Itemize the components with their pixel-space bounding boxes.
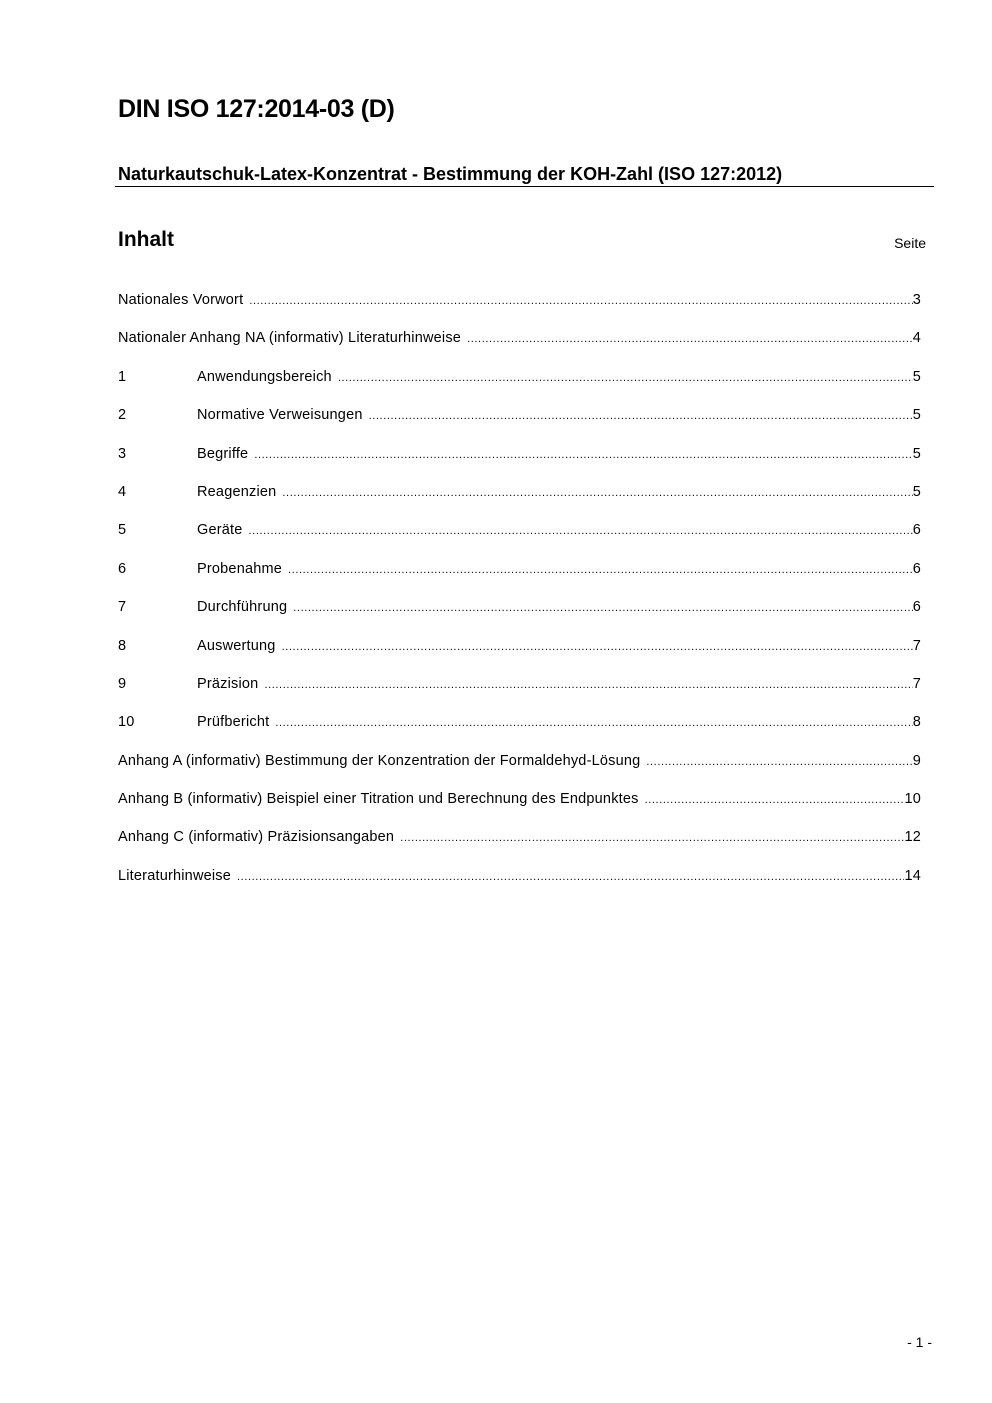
toc-entry-page: 7 [912, 675, 921, 692]
toc-dot-leader [400, 832, 904, 844]
toc-dot-leader [237, 871, 904, 883]
toc-entry-title: Anhang A (informativ) Bestimmung der Konzentration der Formaldehyd-Lösung [118, 752, 641, 769]
toc-dot-leader [264, 679, 912, 691]
toc-page-column-label: Seite [894, 235, 926, 251]
toc-entry-section-2[interactable] [118, 407, 921, 445]
toc-entry-title: Präzision [197, 675, 259, 692]
toc-entry-title: Reagenzien [197, 483, 277, 500]
toc-entry-page: 9 [912, 752, 921, 769]
toc-entry-page: 3 [912, 292, 921, 308]
toc-dot-leader [249, 295, 912, 307]
table-of-contents [118, 292, 921, 906]
document-title: Naturkautschuk-Latex-Konzentrat - Bestimmung der KOH-Zahl (ISO 127:2012) [118, 164, 783, 184]
toc-entry-number: 4 [118, 483, 127, 500]
toc-entry-page: 7 [912, 637, 921, 654]
toc-entry-page: 14 [904, 867, 921, 884]
toc-entry-title: Normative Verweisungen [197, 407, 363, 424]
toc-entry-literaturhinweise[interactable] [118, 868, 921, 906]
toc-entry-section-5[interactable] [118, 522, 921, 560]
toc-dot-leader [293, 602, 912, 614]
toc-dot-leader [467, 333, 913, 345]
toc-dot-leader [282, 641, 913, 653]
toc-entry-title: Probenahme [197, 560, 283, 577]
toc-entry-title: Nationales Vorwort [118, 292, 244, 308]
toc-entry-page: 5 [912, 445, 921, 462]
document-id: DIN ISO 127:2014-03 (D) [118, 95, 395, 123]
toc-entry-page: 5 [912, 368, 921, 385]
toc-entry-title: Prüfbericht [197, 714, 270, 731]
toc-entry-number: 8 [118, 637, 127, 654]
toc-entry-page: 10 [904, 791, 921, 808]
toc-entry-number: 5 [118, 522, 127, 539]
toc-entry-section-10[interactable] [118, 714, 921, 752]
toc-entry-section-3[interactable] [118, 446, 921, 484]
toc-entry-section-1[interactable] [118, 369, 921, 407]
toc-entry-section-4[interactable] [118, 484, 921, 522]
toc-dot-leader [288, 564, 913, 576]
toc-entry-page: 6 [912, 522, 921, 539]
toc-entry-section-9[interactable] [118, 676, 921, 714]
toc-dot-leader [275, 717, 912, 729]
toc-entry-title: Literaturhinweise [118, 867, 232, 884]
toc-entry-anhang-a[interactable] [118, 753, 921, 791]
toc-dot-leader [282, 487, 912, 499]
toc-entry-nationales-vorwort[interactable] [118, 292, 921, 330]
page-number: - 1 - [907, 1334, 932, 1350]
toc-dot-leader [254, 449, 912, 461]
toc-heading: Inhalt [118, 228, 174, 251]
toc-entry-page: 12 [904, 829, 921, 846]
toc-entry-title: Auswertung [197, 637, 276, 654]
toc-entry-number: 6 [118, 560, 127, 577]
toc-dot-leader [338, 372, 913, 384]
toc-entry-title: Durchführung [197, 599, 288, 616]
toc-dot-leader [249, 525, 913, 537]
toc-entry-section-7[interactable] [118, 599, 921, 637]
toc-entry-page: 6 [912, 560, 921, 577]
toc-entry-title: Anwendungsbereich [197, 368, 332, 385]
toc-entry-number: 3 [118, 445, 127, 462]
toc-entry-title: Begriffe [197, 445, 249, 462]
toc-entry-title: Nationaler Anhang NA (informativ) Literaturhinweise [118, 330, 462, 347]
toc-entry-nationaler-anhang[interactable] [118, 330, 921, 368]
toc-entry-title: Anhang C (informativ) Präzisionsangaben [118, 829, 395, 846]
toc-entry-page: 8 [912, 714, 921, 731]
toc-entry-number: 10 [118, 714, 135, 731]
toc-entry-title: Geräte [197, 522, 243, 539]
toc-entry-number: 7 [118, 599, 127, 616]
toc-entry-anhang-c[interactable] [118, 829, 921, 867]
toc-entry-page: 6 [912, 599, 921, 616]
toc-entry-number: 1 [118, 368, 127, 385]
toc-entry-section-6[interactable] [118, 561, 921, 599]
toc-entry-page: 5 [912, 483, 921, 500]
toc-dot-leader [645, 794, 905, 806]
title-underline [115, 186, 934, 187]
toc-entry-number: 2 [118, 407, 127, 424]
toc-dot-leader [369, 410, 913, 422]
toc-entry-page: 4 [912, 330, 921, 347]
toc-entry-title: Anhang B (informativ) Beispiel einer Titration und Berechnung des Endpunktes [118, 791, 639, 808]
toc-dot-leader [646, 756, 912, 768]
toc-entry-number: 9 [118, 675, 127, 692]
toc-entry-page: 5 [912, 407, 921, 424]
toc-entry-anhang-b[interactable] [118, 791, 921, 829]
toc-entry-section-8[interactable] [118, 638, 921, 676]
